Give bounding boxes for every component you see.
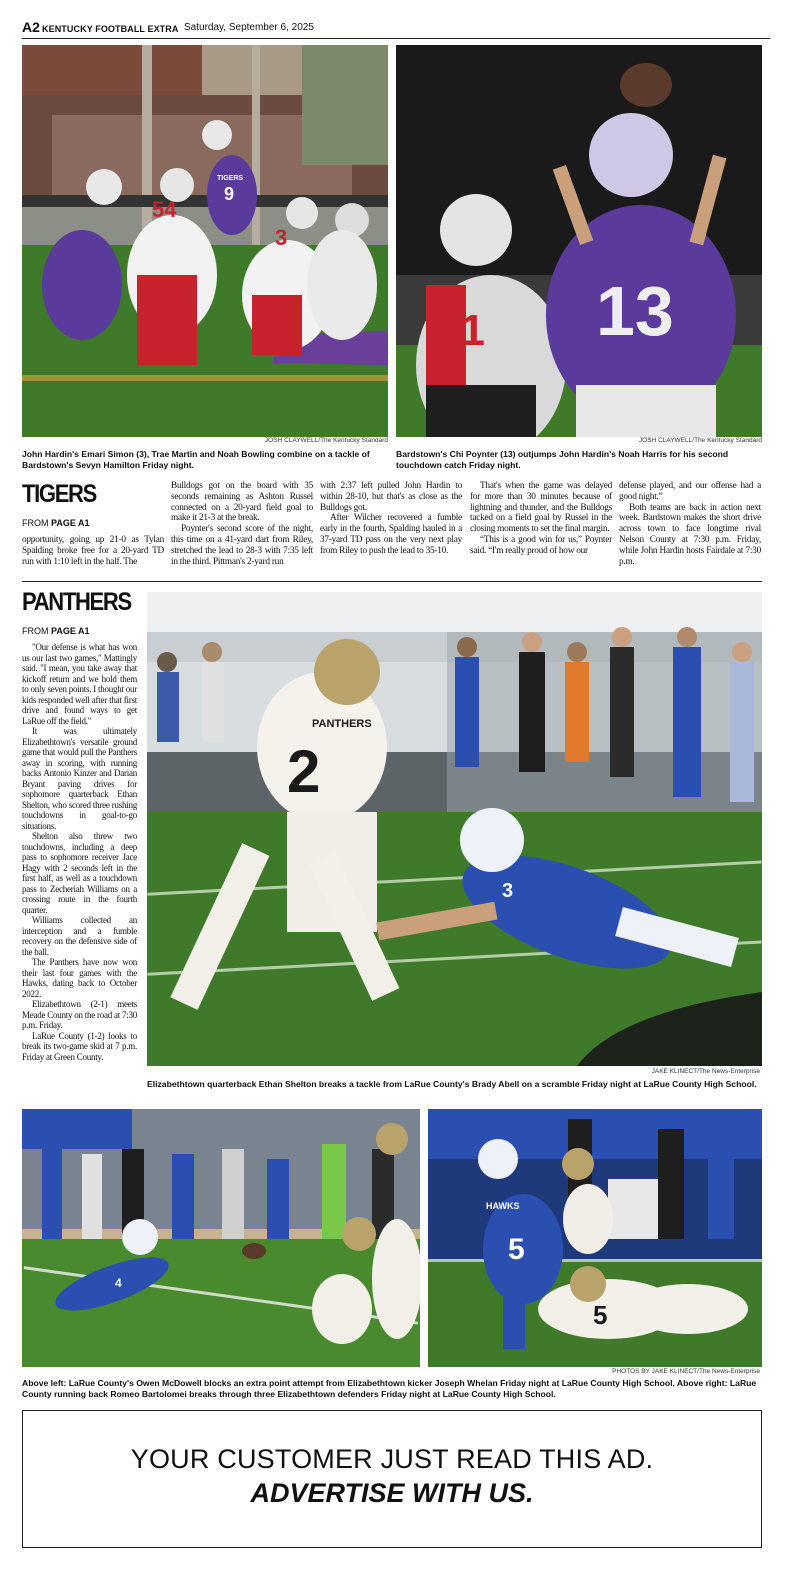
story-paragraph: Elizabethtown (2-1) meets Meade County on the road at 7:30 p.m. Friday.: [22, 999, 137, 1030]
jump-page-link[interactable]: PAGE A1: [51, 518, 90, 528]
jump-line: [22, 626, 90, 636]
story-paragraph: "Our defense is what has won us our last two games," Mattingly said. "I mean, you take away that kickoff return and we hold them to only seven points. I thought our kids responded well after that first drive and found ways to get LaRue off the field.": [22, 642, 137, 726]
jersey-number: 21: [436, 306, 485, 355]
photo-catch: [396, 45, 762, 437]
jersey-number: 9: [224, 184, 235, 204]
photo-credit: PHOTOS BY JAKE KLINECT/The News-Enterprise: [612, 1368, 760, 1375]
jersey-number: 3: [275, 225, 288, 250]
ad-call-to-action[interactable]: ADVERTISE WITH US.: [250, 1478, 534, 1508]
story-paragraph: Shelton also threw two touchdowns, including a deep pass to sophomore receiver Jace Hagy with 2 seconds left in the first half, as well as a touchdown pass to Zecheriah Williams on a crossing route in the fourth quarter.: [22, 831, 137, 915]
story-paragraph: LaRue County (1-2) looks to break its two-game skid at 7 p.m. Friday at Green County.: [22, 1030, 137, 1062]
jersey-number: 5: [593, 1300, 608, 1330]
photo-caption: Above left: LaRue County's Owen McDowell blocks an extra point attempt from Elizabethtown kicker Joseph Whelan Friday night at LaRue County High School. Above right: LaRue County running back Romeo Bartolomei breaks through three Elizabethtown defenders Friday night at LaRue County High School.: [22, 1378, 757, 1399]
ad-headline: YOUR CUSTOMER JUST READ THIS AD.: [130, 1444, 654, 1474]
photo-rb-run-image: [428, 1109, 762, 1367]
house-ad[interactable]: [22, 1410, 762, 1548]
publication-date: Saturday, September 6, 2025: [184, 22, 314, 33]
story-paragraph: “This is a good win for us,” Poynter said. “I'm really proud of how our: [470, 534, 612, 556]
photo-tackle: [22, 45, 388, 437]
story-column: [320, 481, 462, 557]
story-paragraph: Poynter's second score of the night, this time on a 41-yard dart from Riley, stretched the lead to 28-3 with 7:35 left in the third. Pittman's 2-yard run: [171, 524, 313, 567]
photo-caption: Bardstown's Chi Poynter (13) outjumps John Hardin's Noah Harris for his second touchdown catch Friday night.: [396, 449, 729, 470]
section-label: KENTUCKY FOOTBALL EXTRA: [42, 24, 179, 34]
story-column: [171, 481, 313, 567]
story-paragraph: After Wilcher recovered a fumble early in the fourth, Spalding hauled in a 37-yard TD pass on the very next play from Riley to push the lead to 35-10.: [320, 513, 462, 556]
story-column: [22, 642, 137, 1062]
story-paragraph: It was ultimately Elizabethtown's versatile ground game that would pull the Panthers away in scoring, with running backs Antonio Kinzer and Darian Bryant paving drives for sophomore quarterback Ethan Shelton, who scored three rushing touchdowns in goal-to-go situations.: [22, 726, 137, 831]
story-paragraph: defense played, and our offense had a good night.”: [619, 481, 761, 502]
page-header: [22, 18, 770, 39]
photo-blocked-kick-image: [22, 1109, 420, 1367]
story-column: [470, 481, 612, 557]
photo-credit: JAKE KLINECT/The News-Enterprise: [651, 1068, 760, 1075]
jump-page-link[interactable]: PAGE A1: [51, 626, 90, 636]
jersey-number: 13: [596, 272, 674, 350]
story-column: [619, 481, 761, 567]
jersey-text: HAWKS: [486, 1201, 520, 1211]
photo-scramble: [147, 592, 762, 1066]
photo-blocked-kick: [22, 1109, 420, 1367]
story-paragraph: Bulldogs got on the board with 35 seconds remaining as Ashton Russel connected on a 20-yard field goal to make it 21-3 at the break.: [171, 481, 313, 524]
story-paragraph: The Panthers have now won their last four games with the Hawks, dating back to October 2022.: [22, 957, 137, 999]
jump-label: FROM: [22, 626, 49, 636]
story-paragraph: That's when the game was delayed for more than 30 minutes because of lightning and thunder, and the Bulldogs tacked on a field goal by Russel in the closing moments to set the final margin.: [470, 481, 612, 535]
story-paragraph: opportunity, going up 21-0 as Tylan Spalding broke free for a 20-yard TD run with 1:10 left in the half. The: [22, 535, 164, 567]
photo-scramble-image: [147, 592, 762, 1066]
story-headline: PANTHERS: [22, 588, 131, 616]
jersey-number: 3: [502, 880, 514, 902]
jersey-number: 5: [508, 1233, 525, 1266]
page-number: A2: [22, 19, 40, 35]
jersey-text: PANTHERS: [312, 718, 372, 730]
jump-line: [22, 518, 90, 528]
story-paragraph: Both teams are back in action next week. Bardstown makes the short drive across town to face longtime rival Nelson County at 7:30 p.m. Friday, while John Hardin hosts Fairdale at 7:30 p.m.: [619, 502, 761, 567]
jersey-text: TIGERS: [217, 175, 244, 182]
jersey-number: 4: [115, 1276, 122, 1290]
photo-credit: JOSH CLAYWELL/The Kentucky Standard: [638, 437, 762, 444]
photo-tackle-image: [22, 45, 388, 437]
jersey-number: 54: [152, 197, 177, 222]
jump-label: FROM: [22, 518, 49, 528]
photo-rb-run: [428, 1109, 762, 1367]
story-paragraph: with 2:37 left pulled John Hardin to within 28-10, but that's as close as the Bulldogs got.: [320, 481, 462, 513]
story-column: [22, 535, 164, 567]
jersey-number: 2: [287, 738, 321, 805]
story-paragraph: Williams collected an interception and a fumble recovery on the defensive side of the ball.: [22, 915, 137, 957]
photo-caption: Elizabethtown quarterback Ethan Shelton breaks a tackle from LaRue County's Brady Abell on a scramble Friday night at LaRue County High School.: [147, 1079, 757, 1089]
photo-caption: John Hardin's Emari Simon (3), Trae Martin and Noah Bowling combine on a tackle of Bardstown's Sevyn Hamilton Friday night.: [22, 449, 370, 470]
photo-credit: JOSH CLAYWELL/The Kentucky Standard: [264, 437, 388, 444]
section-divider: [22, 581, 762, 582]
story-headline: TIGERS: [22, 480, 96, 508]
photo-catch-image: [396, 45, 762, 437]
